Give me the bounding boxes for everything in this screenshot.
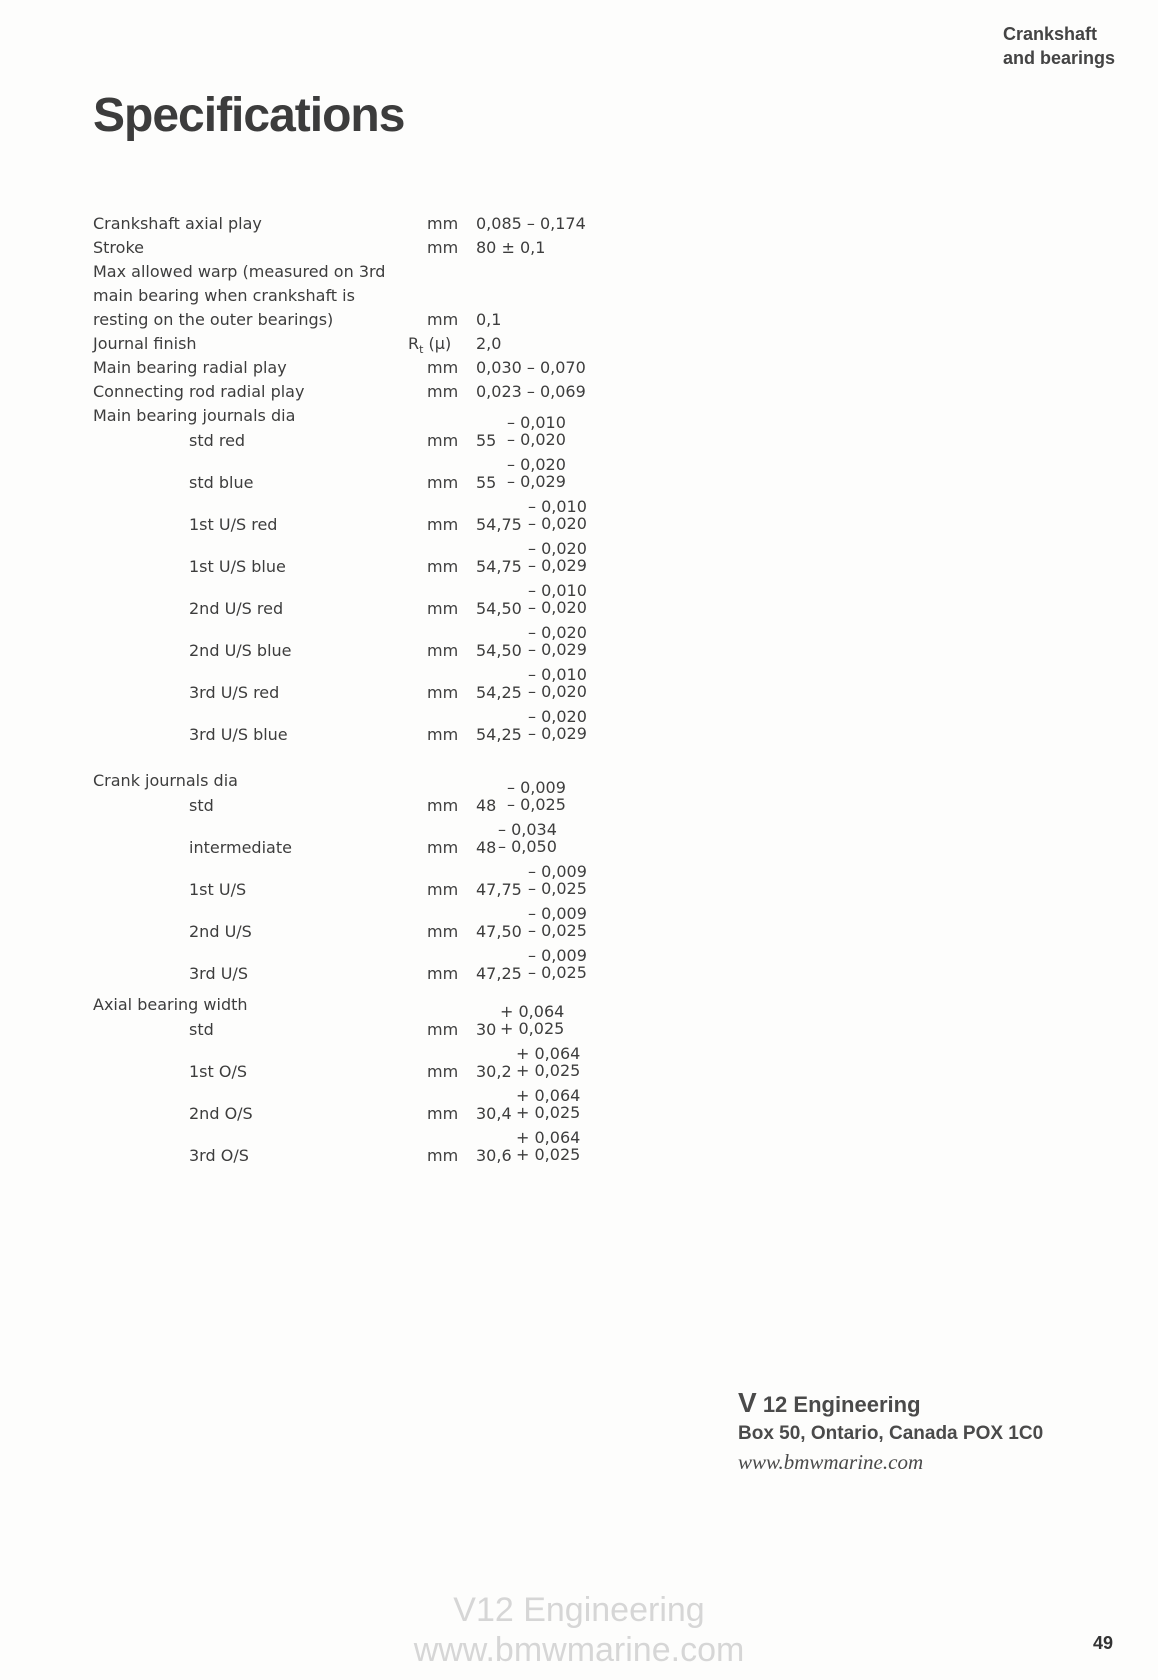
tolerance-row bbox=[0, 904, 1158, 946]
spec-unit: mm bbox=[427, 725, 459, 744]
tolerance-row bbox=[0, 946, 1158, 988]
spec-base-value: 54,75 bbox=[476, 515, 522, 534]
tolerance-upper: – 0,010 bbox=[528, 665, 587, 684]
stamp-company-name: 12 Engineering bbox=[762, 1392, 921, 1417]
spec-base-value: 54,50 bbox=[476, 599, 522, 618]
stamp-company bbox=[738, 1388, 1043, 1420]
spec-label: 2nd U/S blue bbox=[189, 641, 292, 660]
tolerance-upper: – 0,010 bbox=[528, 497, 587, 516]
tolerance-upper: + 0,064 bbox=[516, 1086, 581, 1105]
spec-unit: mm bbox=[427, 599, 459, 618]
tolerance-row bbox=[0, 862, 1158, 904]
tolerance-lower: – 0,020 bbox=[528, 514, 587, 533]
tolerance-upper: – 0,009 bbox=[507, 778, 566, 797]
spec-unit: mm bbox=[427, 238, 459, 257]
spec-base-value: 55 bbox=[476, 473, 497, 492]
tolerance-upper: – 0,020 bbox=[528, 707, 587, 726]
tolerance-row bbox=[0, 1086, 1158, 1128]
group-heading-main-journals bbox=[0, 406, 1158, 430]
tolerance-row bbox=[0, 539, 1158, 581]
spec-value: 0,023 – 0,069 bbox=[476, 382, 586, 401]
tolerance-upper: – 0,020 bbox=[507, 455, 566, 474]
stamp-website: www.bmwmarine.com bbox=[738, 1450, 924, 1474]
stamp-address: Box 50, Ontario, Canada POX 1C0 bbox=[738, 1423, 1044, 1444]
spec-unit: mm bbox=[427, 214, 459, 233]
tolerance-upper: + 0,064 bbox=[516, 1128, 581, 1147]
group-heading: Axial bearing width bbox=[93, 995, 248, 1014]
group-heading: Crank journals dia bbox=[93, 771, 238, 790]
spec-label: 2nd O/S bbox=[189, 1104, 253, 1123]
spec-unit: mm bbox=[427, 358, 459, 377]
tolerance-lower: + 0,025 bbox=[516, 1061, 581, 1080]
section-header-line1: Crankshaft bbox=[1003, 24, 1098, 44]
tolerance-lower: – 0,029 bbox=[528, 724, 587, 743]
spec-unit: mm bbox=[427, 838, 459, 857]
spec-value: 2,0 bbox=[476, 334, 502, 353]
tolerance-upper: – 0,009 bbox=[528, 946, 587, 965]
spec-unit: mm bbox=[427, 1146, 459, 1165]
dealer-stamp bbox=[738, 1388, 1043, 1476]
spec-value: 0,030 – 0,070 bbox=[476, 358, 586, 377]
tolerance-upper: – 0,010 bbox=[528, 581, 587, 600]
spec-label: 1st U/S bbox=[189, 880, 247, 899]
page-title: Specifications bbox=[93, 89, 405, 142]
spec-base-value: 30,6 bbox=[476, 1146, 512, 1165]
tolerance-lower: – 0,020 bbox=[528, 598, 587, 617]
spec-row-warp bbox=[0, 310, 1158, 334]
unit-subscript: t bbox=[419, 343, 424, 356]
spec-row-warp-line1 bbox=[0, 262, 1158, 286]
tolerance-upper: – 0,020 bbox=[528, 539, 587, 558]
spec-unit bbox=[408, 334, 451, 356]
spec-base-value: 47,75 bbox=[476, 880, 522, 899]
spec-row-main-radial bbox=[0, 358, 1158, 382]
spec-base-value: 30 bbox=[476, 1020, 497, 1039]
spec-label: 1st U/S red bbox=[189, 515, 278, 534]
section-header-line2: and bearings bbox=[1003, 48, 1116, 68]
tolerance-lower: – 0,029 bbox=[528, 556, 587, 575]
tolerance-lower: – 0,029 bbox=[528, 640, 587, 659]
group-heading: Main bearing journals dia bbox=[93, 406, 296, 425]
tolerance-upper: – 0,020 bbox=[528, 623, 587, 642]
spec-label: 3rd U/S bbox=[189, 964, 248, 983]
spec-value: 80 ± 0,1 bbox=[476, 238, 546, 257]
tolerance-row bbox=[0, 1044, 1158, 1086]
watermark-line2: www.bmwmarine.com bbox=[413, 1631, 745, 1669]
tolerance-row bbox=[0, 820, 1158, 862]
tolerance-upper: – 0,009 bbox=[528, 904, 587, 923]
spec-unit: mm bbox=[427, 1020, 459, 1039]
spec-base-value: 55 bbox=[476, 431, 497, 450]
spec-label: 3rd U/S red bbox=[189, 683, 280, 702]
tolerance-lower: – 0,025 bbox=[528, 963, 587, 982]
spec-label: 1st O/S bbox=[189, 1062, 248, 1081]
tolerance-lower: – 0,029 bbox=[507, 472, 566, 491]
tolerance-lower: – 0,020 bbox=[528, 682, 587, 701]
spec-base-value: 30,2 bbox=[476, 1062, 512, 1081]
tolerance-upper: + 0,064 bbox=[500, 1002, 565, 1021]
tolerance-lower: – 0,050 bbox=[498, 837, 557, 856]
unit-main: R bbox=[408, 334, 420, 353]
spec-label: std red bbox=[189, 431, 246, 450]
tolerance-upper: – 0,009 bbox=[528, 862, 587, 881]
tolerance-lower: – 0,025 bbox=[528, 921, 587, 940]
spec-base-value: 47,50 bbox=[476, 922, 522, 941]
spec-label: Crankshaft axial play bbox=[93, 214, 262, 233]
spec-unit: mm bbox=[427, 1104, 459, 1123]
spec-label: 2nd U/S bbox=[189, 922, 252, 941]
spec-unit: mm bbox=[427, 964, 459, 983]
tolerance-upper: – 0,010 bbox=[507, 413, 566, 432]
tolerance-lower: – 0,025 bbox=[528, 879, 587, 898]
spec-base-value: 30,4 bbox=[476, 1104, 512, 1123]
spec-label: Main bearing radial play bbox=[93, 358, 287, 377]
spec-unit: mm bbox=[427, 683, 459, 702]
spec-unit: mm bbox=[427, 382, 459, 401]
spec-unit: mm bbox=[427, 796, 459, 815]
spec-unit: mm bbox=[427, 922, 459, 941]
spec-label: 3rd O/S bbox=[189, 1146, 249, 1165]
spec-row-stroke bbox=[0, 238, 1158, 262]
tolerance-row bbox=[0, 665, 1158, 707]
tolerance-upper: – 0,034 bbox=[498, 820, 557, 839]
spec-unit: mm bbox=[427, 473, 459, 492]
tolerance-lower: – 0,025 bbox=[507, 795, 566, 814]
spec-label: 3rd U/S blue bbox=[189, 725, 288, 744]
section-header bbox=[1003, 22, 1115, 70]
spec-row-conrod-radial bbox=[0, 382, 1158, 406]
spec-unit: mm bbox=[427, 431, 459, 450]
spec-base-value: 54,75 bbox=[476, 557, 522, 576]
spec-label: Connecting rod radial play bbox=[93, 382, 305, 401]
tolerance-row bbox=[0, 707, 1158, 749]
tolerance-row bbox=[0, 1128, 1158, 1170]
spec-label: std blue bbox=[189, 473, 254, 492]
stamp-v: V bbox=[738, 1387, 757, 1418]
tolerance-row bbox=[0, 497, 1158, 539]
tolerance-row bbox=[0, 455, 1158, 497]
spec-unit: mm bbox=[427, 1062, 459, 1081]
spec-label: main bearing when crankshaft is bbox=[93, 286, 355, 305]
spec-unit: mm bbox=[427, 880, 459, 899]
group-heading-crank-journals bbox=[0, 771, 1158, 795]
watermark-line1: V12 Engineering bbox=[453, 1591, 705, 1629]
spec-value: 0,085 – 0,174 bbox=[476, 214, 586, 233]
spec-label: std bbox=[189, 796, 214, 815]
spec-unit: mm bbox=[427, 557, 459, 576]
tolerance-upper: + 0,064 bbox=[516, 1044, 581, 1063]
spec-label: Max allowed warp (measured on 3rd bbox=[93, 262, 386, 281]
spec-base-value: 47,25 bbox=[476, 964, 522, 983]
spec-base-value: 54,25 bbox=[476, 725, 522, 744]
spec-row-axial-play bbox=[0, 214, 1158, 238]
spec-unit: mm bbox=[427, 515, 459, 534]
tolerance-row bbox=[0, 623, 1158, 665]
spec-base-value: 48 bbox=[476, 796, 497, 815]
spec-label: resting on the outer bearings) bbox=[93, 310, 334, 329]
spec-label: Journal finish bbox=[93, 334, 197, 353]
spec-unit: mm bbox=[427, 641, 459, 660]
unit-tail: (µ) bbox=[423, 334, 452, 353]
spec-label: 2nd U/S red bbox=[189, 599, 284, 618]
tolerance-row bbox=[0, 581, 1158, 623]
spec-value: 0,1 bbox=[476, 310, 502, 329]
page-number: 49 bbox=[1093, 1633, 1114, 1653]
tolerance-lower: + 0,025 bbox=[516, 1103, 581, 1122]
spec-base-value: 54,25 bbox=[476, 683, 522, 702]
spec-row-warp-line2 bbox=[0, 286, 1158, 310]
tolerance-lower: – 0,020 bbox=[507, 430, 566, 449]
spec-base-value: 48 bbox=[476, 838, 497, 857]
spec-label: intermediate bbox=[189, 838, 292, 857]
spec-label: Stroke bbox=[93, 238, 144, 257]
tolerance-lower: + 0,025 bbox=[516, 1145, 581, 1164]
spec-unit: mm bbox=[427, 310, 459, 329]
tolerance-lower: + 0,025 bbox=[500, 1019, 565, 1038]
group-heading-axial-width bbox=[0, 995, 1158, 1019]
spec-label: std bbox=[189, 1020, 214, 1039]
spec-label: 1st U/S blue bbox=[189, 557, 286, 576]
spec-base-value: 54,50 bbox=[476, 641, 522, 660]
spec-row-journal-finish bbox=[0, 334, 1158, 358]
